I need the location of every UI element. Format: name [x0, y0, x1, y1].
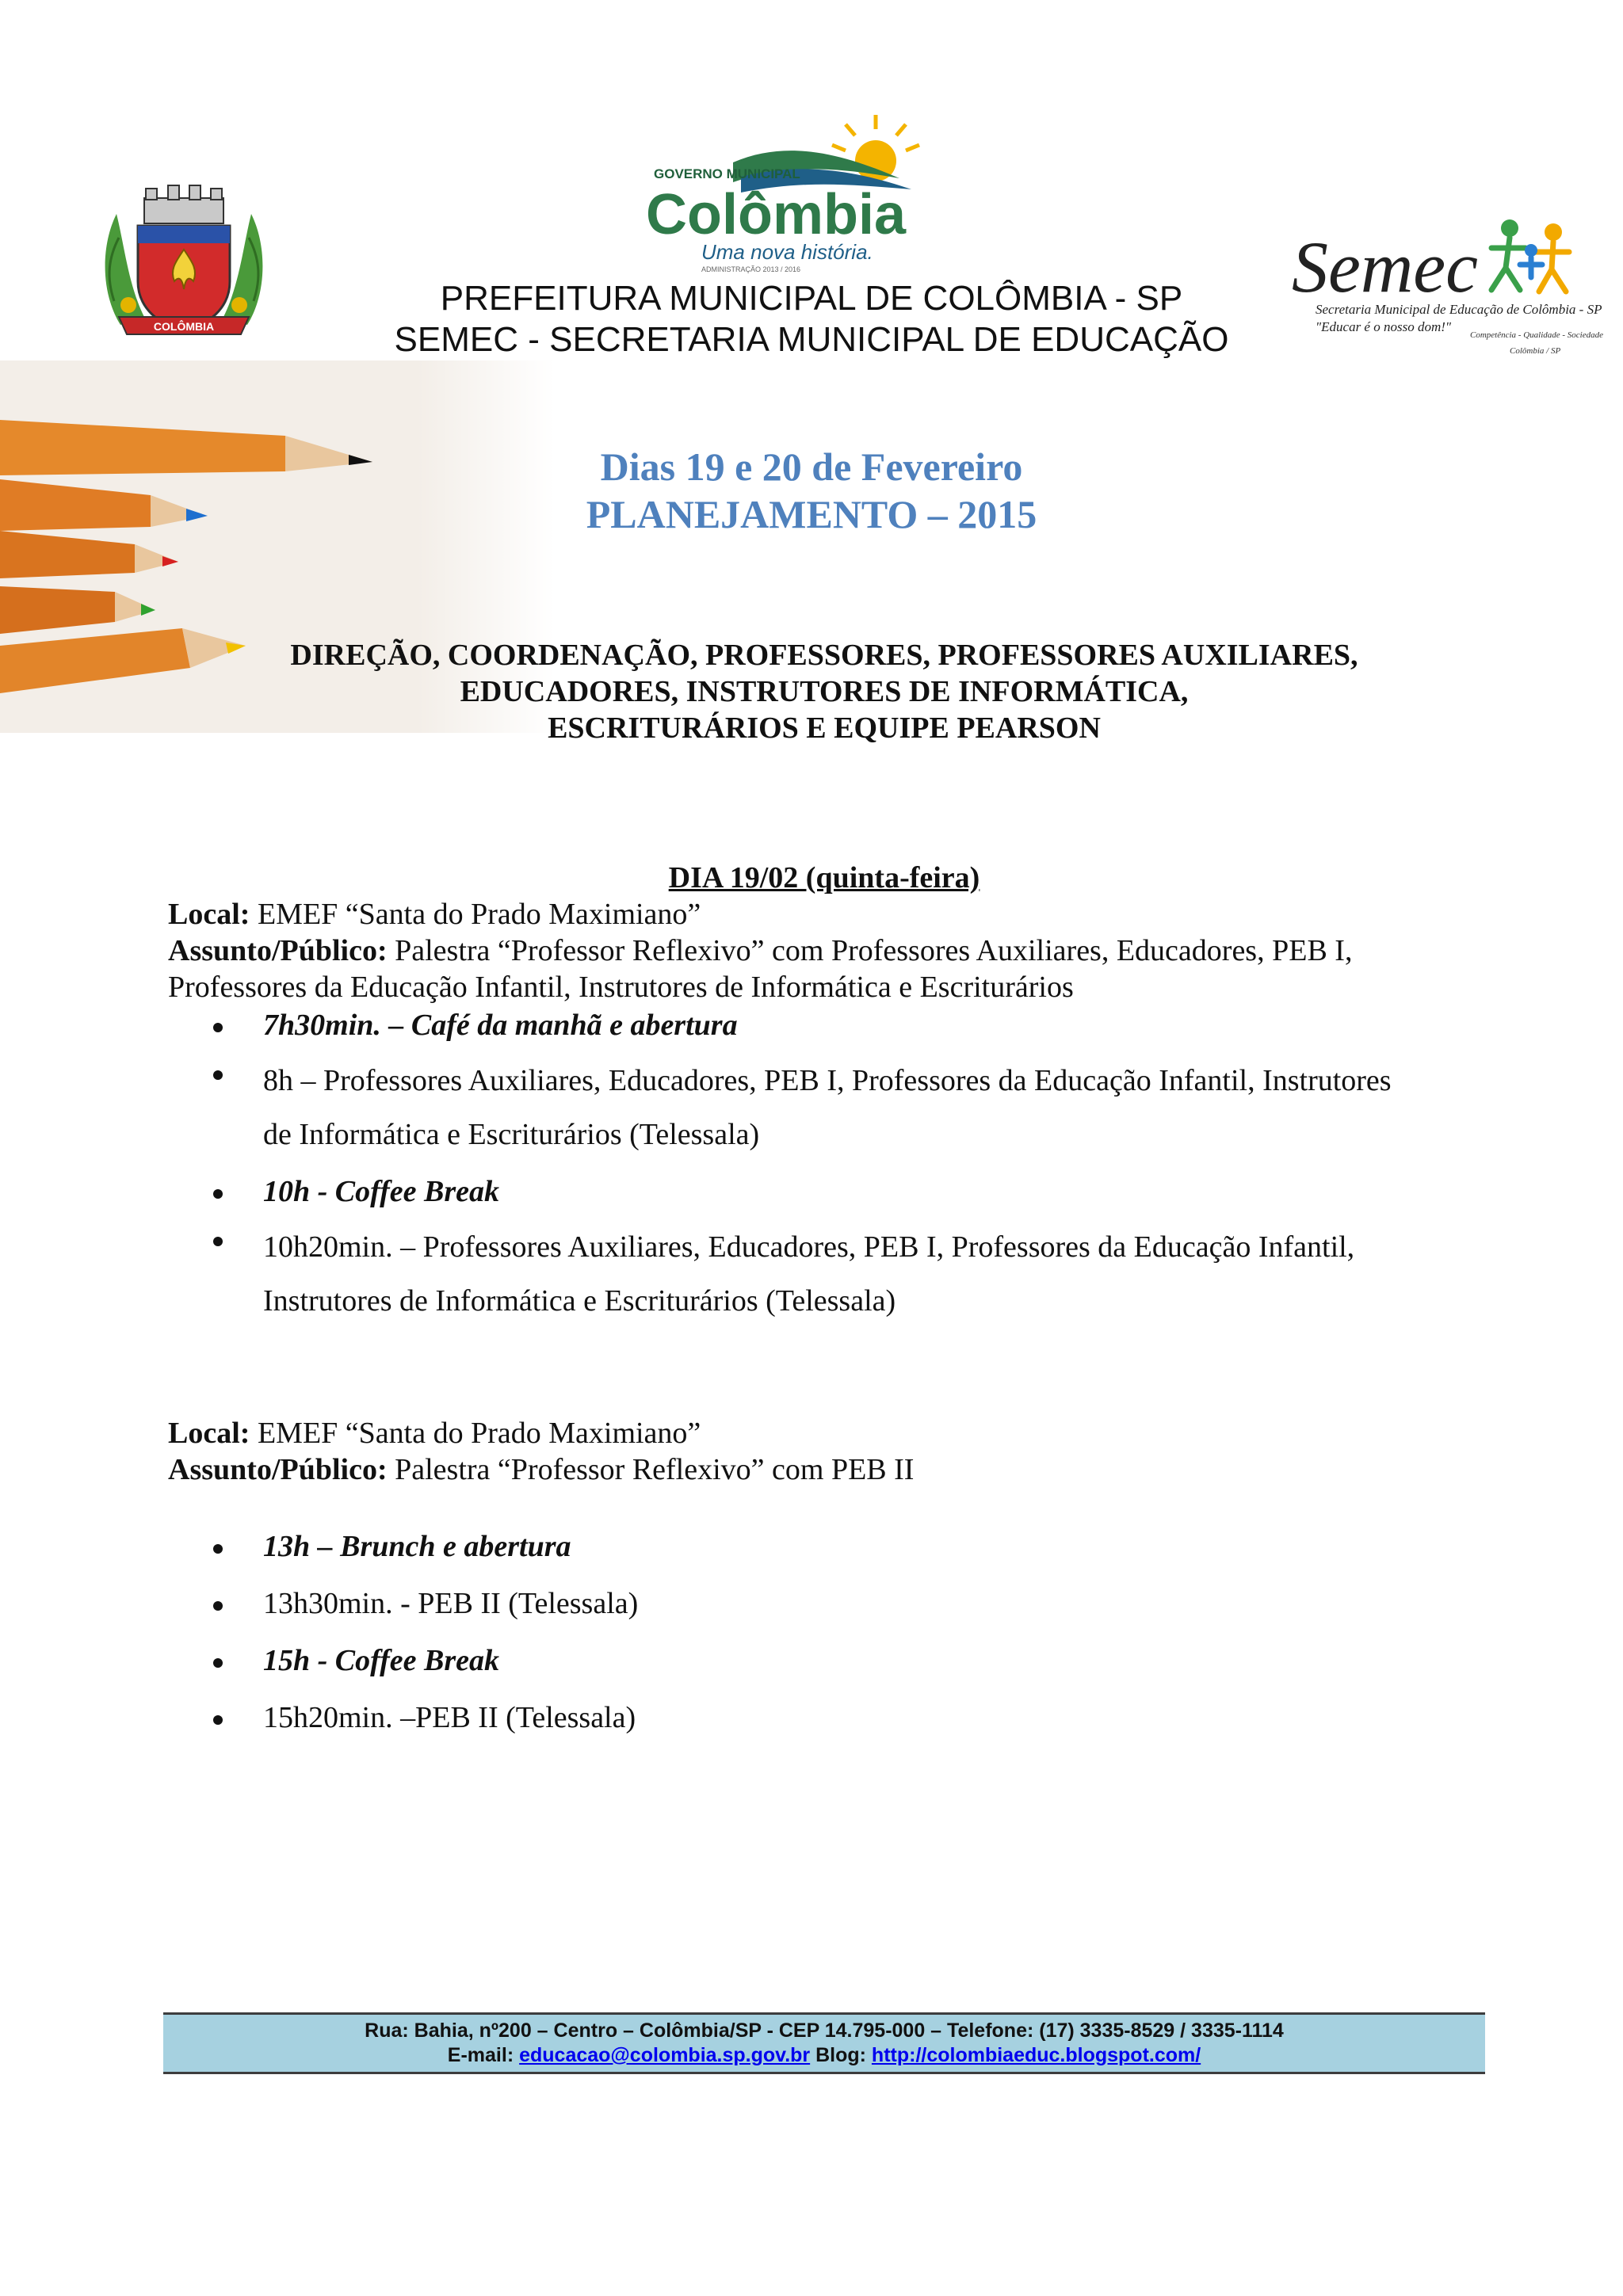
- subject-value: Palestra “Professor Reflexivo” com PEB II: [387, 1453, 915, 1486]
- title-planning: PLANEJAMENTO – 2015: [586, 492, 1037, 536]
- schedule-item: 7h30min. – Café da manhã e abertura: [168, 1006, 1392, 1044]
- schedule-item: 10h - Coffee Break: [168, 1173, 1392, 1211]
- audience-line: DIREÇÃO, COORDENAÇÃO, PROFESSORES, PROFESSORES AUXILIARES,: [290, 639, 1358, 672]
- footer-address: Rua: Bahia, nº200 – Centro – Colômbia/SP - CEP 14.795-000 – Telefone: (17) 3335-8529 / 3335-1114: [365, 2019, 1284, 2042]
- subject-line: [168, 1451, 914, 1488]
- schedule-list-2: [168, 1527, 638, 1737]
- title-dates: Dias 19 e 20 de Fevereiro: [600, 444, 1023, 489]
- local-label: Local:: [168, 1417, 250, 1450]
- svg-text:Semec: Semec: [1292, 227, 1478, 307]
- schedule-list-1: [168, 1006, 1392, 1328]
- svg-text:Uma nova história.: Uma nova história.: [701, 240, 873, 264]
- local-value: EMEF “Santa do Prado Maximiano”: [250, 1417, 701, 1450]
- svg-text:GOVERNO MUNICIPAL: GOVERNO MUNICIPAL: [654, 166, 800, 181]
- blog-link[interactable]: http://colombiaeduc.blogspot.com/: [871, 2044, 1201, 2066]
- subject-line: [168, 933, 1352, 969]
- email-link[interactable]: educacao@colombia.sp.gov.br: [519, 2044, 811, 2066]
- schedule-item: 15h20min. –PEB II (Telessala): [168, 1699, 638, 1737]
- subject-continuation: Professores da Educação Infantil, Instrutores de Informática e Escriturários: [168, 971, 1074, 1004]
- schedule-item: 8h – Professores Auxiliares, Educadores, PEB I, Professores da Educação Infantil, Instrutores de Informática e Escriturários (Telessala): [168, 1054, 1392, 1161]
- blog-label: Blog:: [810, 2044, 872, 2066]
- header-prefeitura: PREFEITURA MUNICIPAL DE COLÔMBIA - SP: [440, 279, 1183, 318]
- svg-text:COLÔMBIA: COLÔMBIA: [153, 320, 215, 333]
- header-semec: SEMEC - SECRETARIA MUNICIPAL DE EDUCAÇÃO: [394, 320, 1229, 359]
- schedule-item: 13h – Brunch e abertura: [168, 1527, 638, 1566]
- audience-line: ESCRITURÁRIOS E EQUIPE PEARSON: [548, 711, 1101, 745]
- svg-text:Colômbia: Colômbia: [646, 183, 907, 246]
- footer: [163, 2012, 1485, 2074]
- schedule-item: 10h20min. – Professores Auxiliares, Educadores, PEB I, Professores da Educação Infantil, Instrutores de Informática e Escriturários (Telessala): [168, 1220, 1392, 1328]
- audience-line: EDUCADORES, INSTRUTORES DE INFORMÁTICA,: [460, 675, 1189, 708]
- governo-municipal-logo: [638, 107, 939, 273]
- email-label: E-mail:: [447, 2044, 520, 2066]
- local-label: Local:: [168, 898, 250, 931]
- schedule-item: 15h - Coffee Break: [168, 1642, 638, 1680]
- subject-label: Assunto/Público:: [168, 1453, 388, 1486]
- local-line: [168, 1415, 701, 1451]
- svg-text:Colômbia / SP: Colômbia / SP: [1510, 346, 1561, 356]
- local-value: EMEF “Santa do Prado Maximiano”: [250, 898, 701, 931]
- subject-value: Palestra “Professor Reflexivo” com Professores Auxiliares, Educadores, PEB I,: [387, 934, 1353, 967]
- footer-contacts: [163, 2044, 1485, 2067]
- day-heading: DIA 19/02 (quinta-feira): [668, 861, 980, 894]
- svg-text:ADMINISTRAÇÃO 2013 / 2016: ADMINISTRAÇÃO 2013 / 2016: [701, 265, 801, 273]
- subject-label: Assunto/Público:: [168, 934, 388, 967]
- svg-text:"Educar é o nosso dom!": "Educar é o nosso dom!": [1316, 319, 1452, 334]
- svg-text:Competência - Qualidade - Soci: Competência - Qualidade - Sociedade: [1470, 330, 1604, 340]
- local-line: [168, 896, 701, 933]
- schedule-item: 13h30min. - PEB II (Telessala): [168, 1585, 638, 1623]
- svg-text:Secretaria Municipal de Educaç: Secretaria Municipal de Educação de Colômbia - SP: [1316, 302, 1602, 317]
